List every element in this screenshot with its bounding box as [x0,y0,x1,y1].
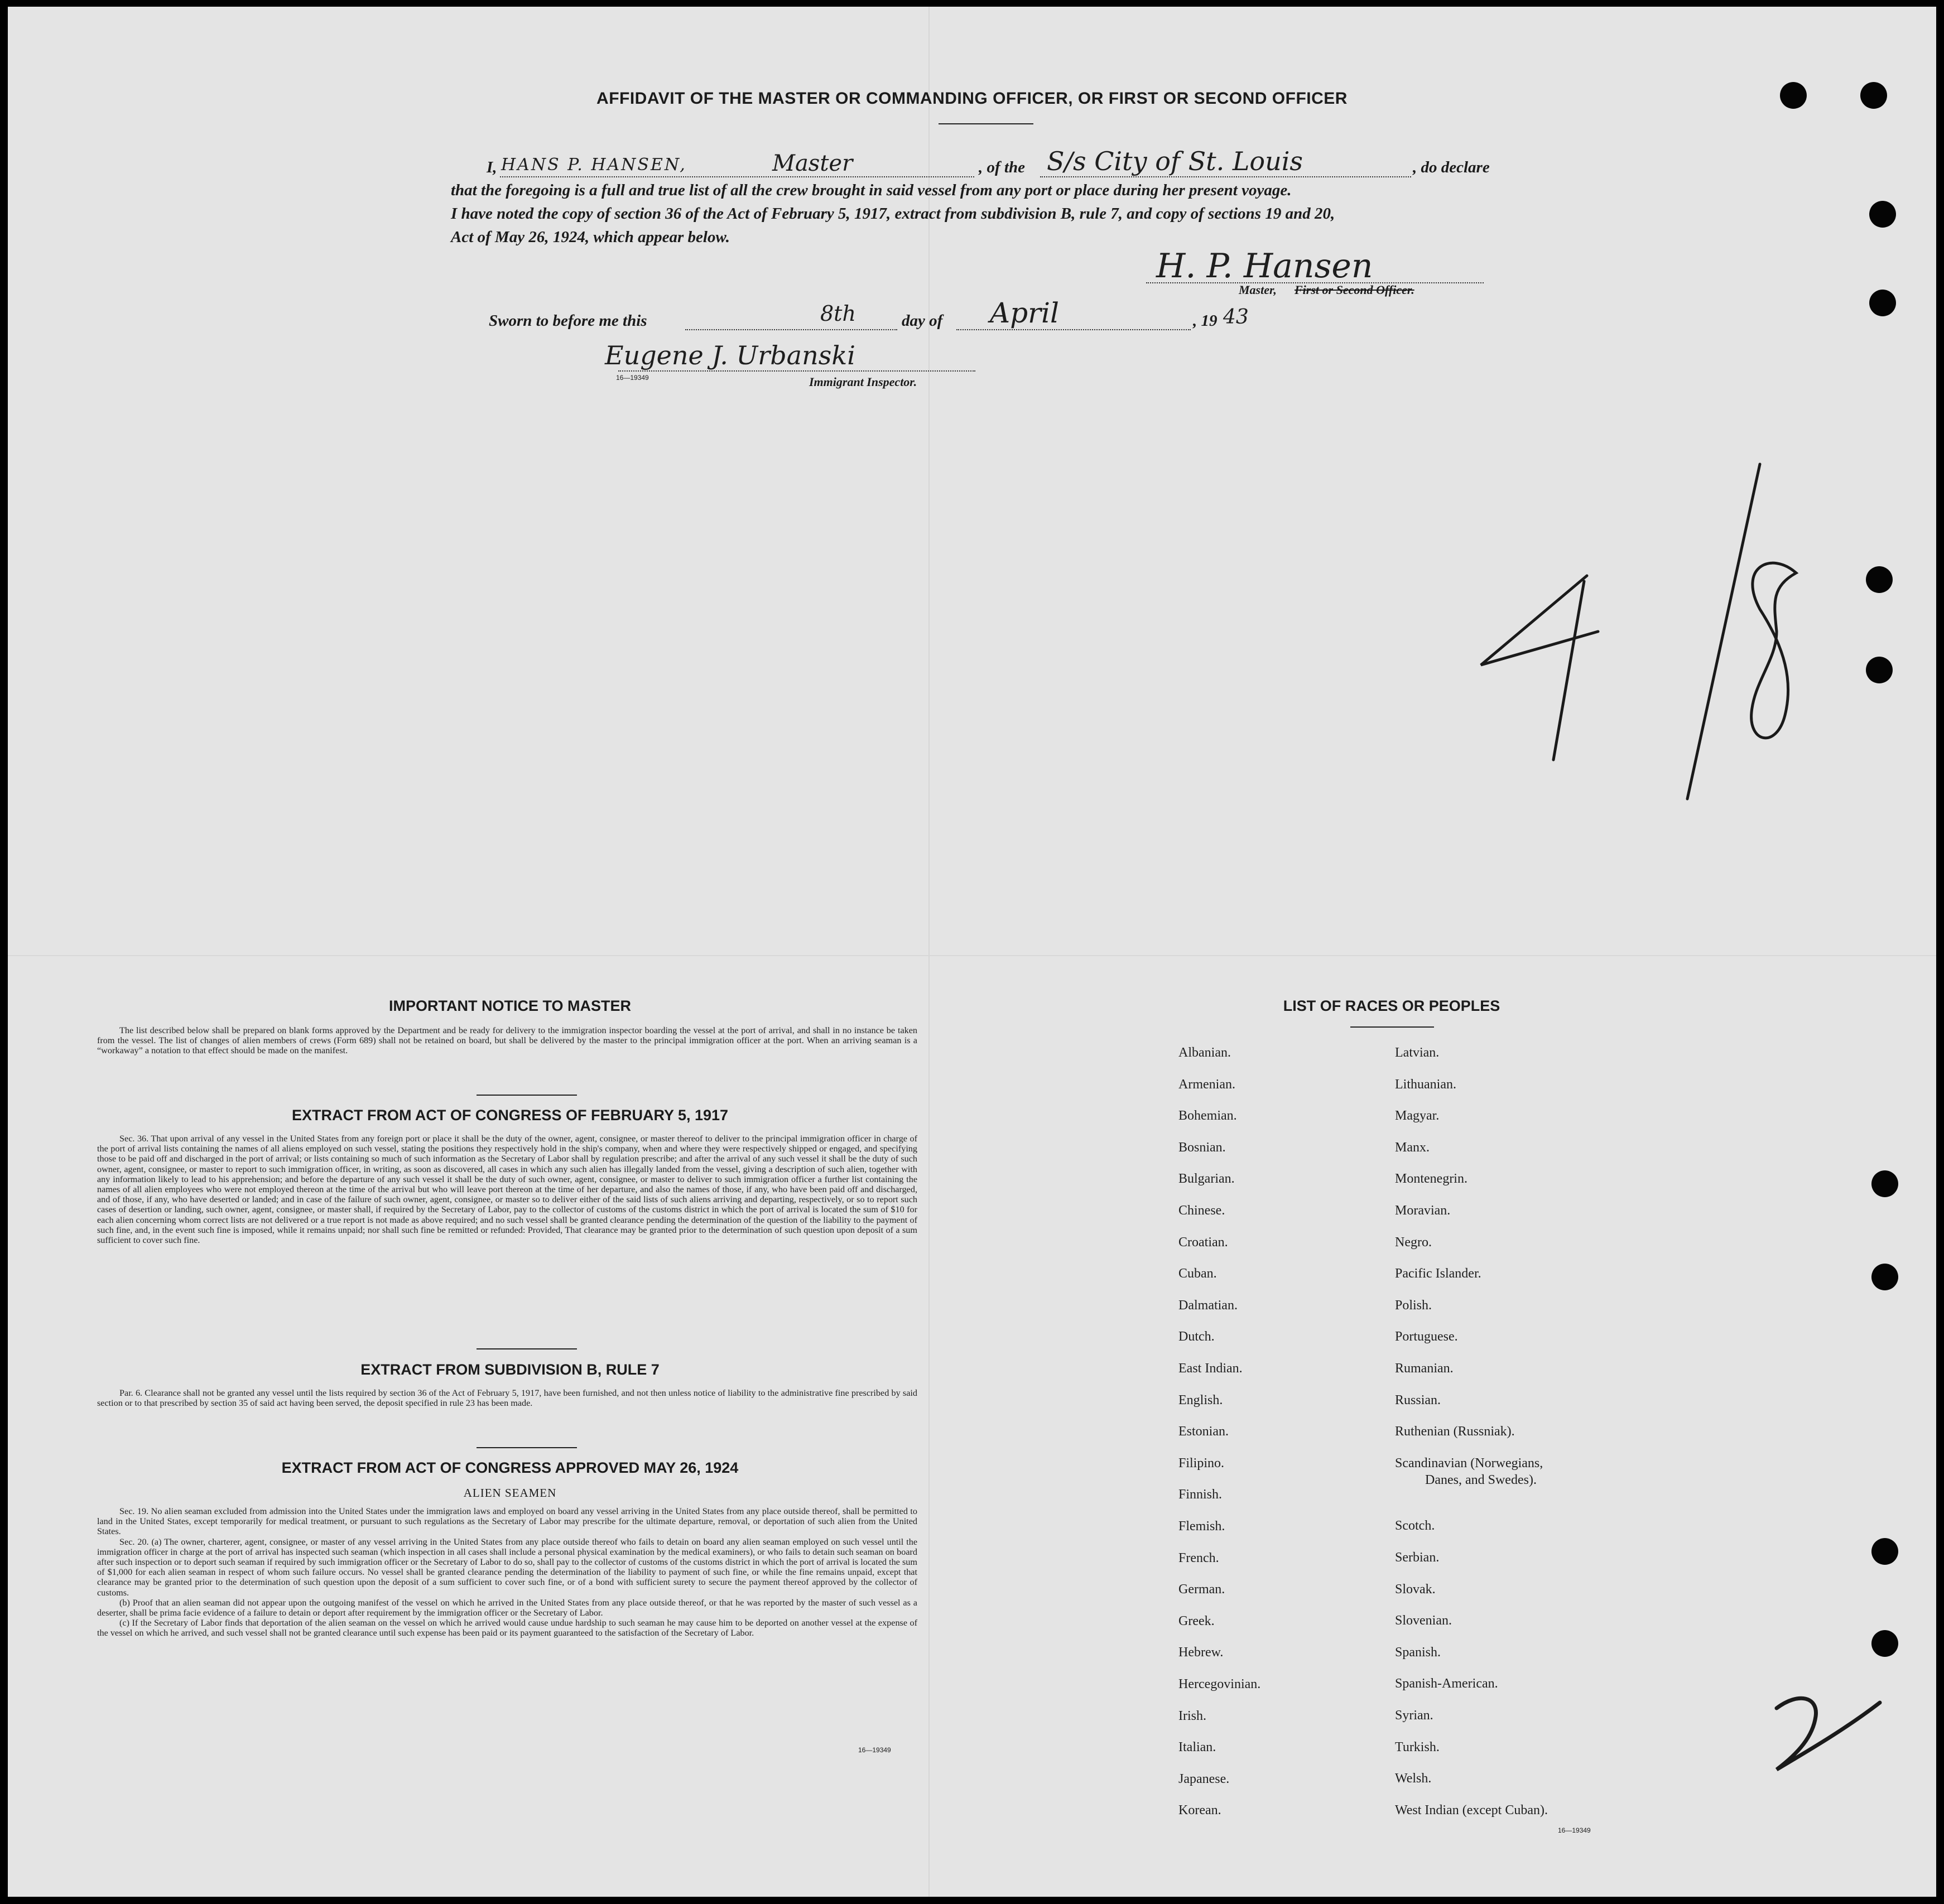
race-item: Albanian. [1178,1045,1231,1060]
affidavit-title: AFFIDAVIT OF THE MASTER OR COMMANDING OFFICER, OR FIRST OR SECOND OFFICER [596,89,1348,108]
race-item: Welsh. [1395,1771,1432,1786]
race-item: English. [1178,1392,1223,1407]
extract-rule7-text [97,1388,917,1408]
sworn-year-handwritten: 43 [1223,306,1249,329]
race-item: Dalmatian. [1178,1298,1238,1313]
race-item: Scotch. [1395,1519,1435,1534]
race-item: Pacific Islander. [1395,1266,1481,1281]
sec20c-paragraph: (c) If the Secretary of Labor finds that deportation of the alien seaman on the vessel on which he arrived would cause undue hardship to such seaman he may cause him to be deported on another vessel at the expense of the vessel on which he arrived, and such vessel shall not be granted clearance until such expense has been paid or its payment guaranteed to the satisfaction of the Secretary of Labor. [97,1618,917,1638]
punch-hole [1860,82,1887,109]
race-item: Turkish. [1395,1739,1440,1754]
divider [477,1447,577,1448]
race-item: Dutch. [1178,1329,1215,1344]
race-item: Slovak. [1395,1582,1436,1597]
race-item: Hebrew. [1178,1645,1224,1660]
affidavit-line1-prefix: I, [487,158,497,176]
race-item: Armenian. [1178,1077,1235,1092]
punch-hole [1780,82,1807,109]
handwritten-2-mark [1765,1686,1888,1781]
signer-label-master: Master, [1239,283,1277,297]
race-item: Serbian. [1395,1550,1440,1565]
divider [477,1348,577,1349]
sworn-month-handwritten: April [990,297,1059,329]
race-item: Croatian. [1178,1235,1228,1250]
race-item: Slovenian. [1395,1613,1452,1628]
race-item: Manx. [1395,1140,1430,1155]
divider [1350,1026,1434,1028]
race-item: Bohemian. [1178,1108,1237,1124]
race-item: Spanish. [1395,1645,1441,1660]
race-item: Greek. [1178,1613,1215,1628]
affidavit-line3: I have noted the copy of section 36 of the Act of February 5, 1917, extract from subdivision B, rule 7, and copy of sections 19 and 20, [451,205,1335,223]
punch-hole [1869,290,1896,316]
sec20b-paragraph: (b) Proof that an alien seaman did not appear upon the outgoing manifest of the vessel on which he arrived in the United States from any place outside thereof, or that he was reported by the master of such vessel as a deserter, shall be prima facie evidence of a failure to detain or deport after requirement by the immigration officer or the Secretary of Labor. [97,1597,917,1618]
affidavit-line2: that the foregoing is a full and true list of all the crew brought in said vessel from any port or place during her present voyage. [451,181,1292,199]
affidavit-line1-mid: , of the [979,158,1025,176]
race-item: Latvian. [1395,1045,1440,1060]
notice-text [97,1025,917,1056]
handwritten-4-8-mark [1459,447,1816,816]
sec20a-paragraph: Sec. 20. (a) The owner, charterer, agent, consignee, or master of any vessel arriving in the United States from any place outside thereof who fails to detain on board any alien seaman employed on such vessel until the immigration officer in charge at the port of arrival has inspected such seaman (which inspection in all cases shall include a personal physical examination by the medical examiners), or who fails to detain such seaman on board after such inspection or to deport such seaman if required by such immigration officer or the Secretary of Labor to do so, shall pay to the collector of customs of the customs district in which the port of arrival is located the sum of $1,000 for each alien seaman in respect of whom such failure occurs. No vessel shall be granted clearance pending the determination of the liability to payment of such fine, or while the fine remains unpaid, except that clearance may be granted prior to the determination of such question upon the deposit of a sum sufficient to cover such fine, or of a bond with sufficient surety to secure the payment thereof approved by the collector of customs. [97,1536,917,1598]
affidavit-line1-suffix: , do declare [1413,158,1490,176]
race-item: Estonian. [1178,1424,1229,1439]
name-field-line [500,176,974,177]
race-item: Moravian. [1395,1203,1451,1218]
race-item: Rumanian. [1395,1361,1454,1376]
race-item: Hercegovinian. [1178,1677,1261,1691]
fold-crease-horizontal [8,955,1936,956]
extract-rule7-title: EXTRACT FROM SUBDIVISION B, RULE 7 [360,1361,660,1378]
signer-label-struck: First or Second Officer. [1295,283,1414,297]
notice-paragraph: The list described below shall be prepared on blank forms approved by the Department and be ready for delivery to the immigration inspector boarding the vessel at the port of arrival, and shall in no instance be taken from the vessel. The list of changes of alien members of crews (Form 689) shall not be retained on board, but shall be delivered by the master to the principal immigration officer at the port. When an arriving seaman is a “workaway” a notation to that effect should be made on the manifest. [97,1025,917,1056]
extract-1917-title: EXTRACT FROM ACT OF CONGRESS OF FEBRUARY 5, 1917 [291,1107,729,1124]
race-item: Spanish-American. [1395,1676,1498,1691]
race-item: Korean. [1178,1803,1221,1818]
sworn-prefix: Sworn to before me this [489,312,647,330]
punch-hole [1869,201,1896,228]
punch-hole [1871,1538,1898,1565]
affidavit-form-number: 16—19349 [616,374,649,382]
sworn-year-prefix: , 19 [1193,312,1218,330]
race-item: German. [1178,1582,1225,1597]
race-item: Montenegrin. [1395,1172,1467,1187]
extract-1924-subtitle: ALIEN SEAMEN [463,1486,557,1500]
race-item: Lithuanian. [1395,1077,1456,1092]
sworn-month-line [956,329,1191,330]
race-item: Russian. [1395,1392,1441,1407]
sec19-paragraph: Sec. 19. No alien seaman excluded from admission into the United States under the immigration laws and employed on board any vessel arriving in the United States from any place outside thereof, shall be permitted to land in the United States, except temporarily for medical treatment, or pursuant to such regulations as the Secretary of Labor may prescribe for the ultimate departure, removal, or deportation of such alien from the United States. [97,1506,917,1537]
race-item: Polish. [1395,1298,1432,1313]
master-rank-handwritten: Master [772,151,853,176]
punch-hole [1866,657,1893,683]
race-item: Magyar. [1395,1108,1440,1124]
extract-rule7-paragraph: Par. 6. Clearance shall not be granted any vessel until the lists required by section 36 of the Act of February 5, 1917, have been furnished, and not then unless notice of liability to the administrative fine prescribed by said section or to that prescribed by section 35 of said act having been served, the deposit specified in rule 23 has been made. [97,1388,917,1409]
master-signature: H. P. Hansen [1156,247,1373,286]
divider [477,1095,577,1096]
race-item: Danes, and Swedes). [1425,1472,1537,1487]
race-item: Chinese. [1178,1203,1225,1218]
race-item: French. [1178,1550,1219,1565]
races-form-number: 16—19349 [1558,1826,1591,1834]
race-item: Bulgarian. [1178,1172,1235,1187]
vessel-field-line [1040,176,1411,177]
race-item: Irish. [1178,1708,1206,1723]
race-item: Bosnian. [1178,1140,1226,1155]
punch-hole [1871,1264,1898,1290]
race-item: Flemish. [1178,1519,1225,1534]
race-item: Japanese. [1178,1771,1230,1786]
fold-crease-vertical [928,7,930,1897]
inspector-label: Immigrant Inspector. [809,375,917,389]
divider [939,123,1033,124]
sworn-day-handwritten: 8th [820,301,856,326]
inspector-line [618,370,975,372]
race-item: Syrian. [1395,1708,1433,1723]
race-item: Ruthenian (Russniak). [1395,1424,1515,1439]
race-item: Negro. [1395,1235,1432,1250]
punch-hole [1871,1630,1898,1657]
inspector-signature: Eugene J. Urbanski [605,340,855,370]
race-item: Cuban. [1178,1266,1217,1281]
race-item: Filipino. [1178,1455,1225,1471]
extract-1924-text [97,1506,917,1638]
race-item: Italian. [1178,1740,1216,1755]
punch-hole [1866,566,1893,593]
races-title: LIST OF RACES OR PEOPLES [1283,997,1500,1014]
extract-1924-title: EXTRACT FROM ACT OF CONGRESS APPROVED MAY 26, 1924 [281,1459,739,1476]
notice-title: IMPORTANT NOTICE TO MASTER [389,997,631,1014]
sworn-day-line [685,329,897,330]
affidavit-line4: Act of May 26, 1924, which appear below. [451,228,730,246]
race-item: Finnish. [1178,1487,1223,1502]
punch-hole [1871,1170,1898,1197]
race-item: West Indian (except Cuban). [1395,1802,1548,1818]
race-item: Portuguese. [1395,1329,1458,1344]
race-item: Scandinavian (Norwegians, [1395,1455,1543,1471]
race-item: East Indian. [1178,1361,1243,1376]
extract-1917-paragraph: Sec. 36. That upon arrival of any vessel in the United States from any foreign port or place it shall be the duty of the owner, agent, consignee, or master thereof to deliver to the principal immigration officer in charge of the port of arrival lists containing the names of all aliens employed on such vessel, stating the positions they respectively hold in the ship's company, when and where they were respectively shipped or engaged, and specifying those to be paid off and discharged in the port of arrival; or lists containing so much of such information as the Secretary of Labor shall by regulation prescribe; and after the arrival of any such vessel it shall be the duty of such owner, agent, consignee, or master to report to such immigration officer, in writing, as soon as discovered, all cases in which any such alien has illegally landed from the vessel, giving a description of such alien, together with any information likely to lead to his apprehension; and before the departure of any such vessel it shall be the duty of such owner, agent, consignee, or master to deliver to such immigration officer a further list containing the names of all alien employees who were not employed thereon at the time of the arrival but who will leave port thereon at the time of her departure, and also the names of those, if any, who have been paid off and discharged, and of those, if any, who have deserted or landed; and in case of the failure of such owner, agent, consignee, or master so to deliver either of the said lists of such aliens arriving and departing, respectively, or so to report such cases of desertion or landing, such owner, agent, consignee, or master shall, if required by the Secretary of Labor, pay to the collector of customs of the customs district in which the port of arrival is located the sum of $10 for each alien concerning whom correct lists are not delivered or a true report is not made as above required; and no such vessel shall be granted clearance pending the determination of the question of the liability to the payment of such fine, and, in the event such fine is imposed, while it remains unpaid; nor shall such fine be remitted or refunded: Provided, That clearance may be granted prior to the determination of such question upon deposit of a sum sufficient to cover such fine. [97,1134,917,1246]
extract-form-number: 16—19349 [858,1746,891,1754]
extract-1917-text [97,1134,917,1245]
sworn-day-label: day of [902,312,943,330]
vessel-name-handwritten: S/s City of St. Louis [1047,146,1303,176]
master-name-handwritten: HANS P. HANSEN, [501,155,687,175]
document-sheet [8,7,1936,1897]
